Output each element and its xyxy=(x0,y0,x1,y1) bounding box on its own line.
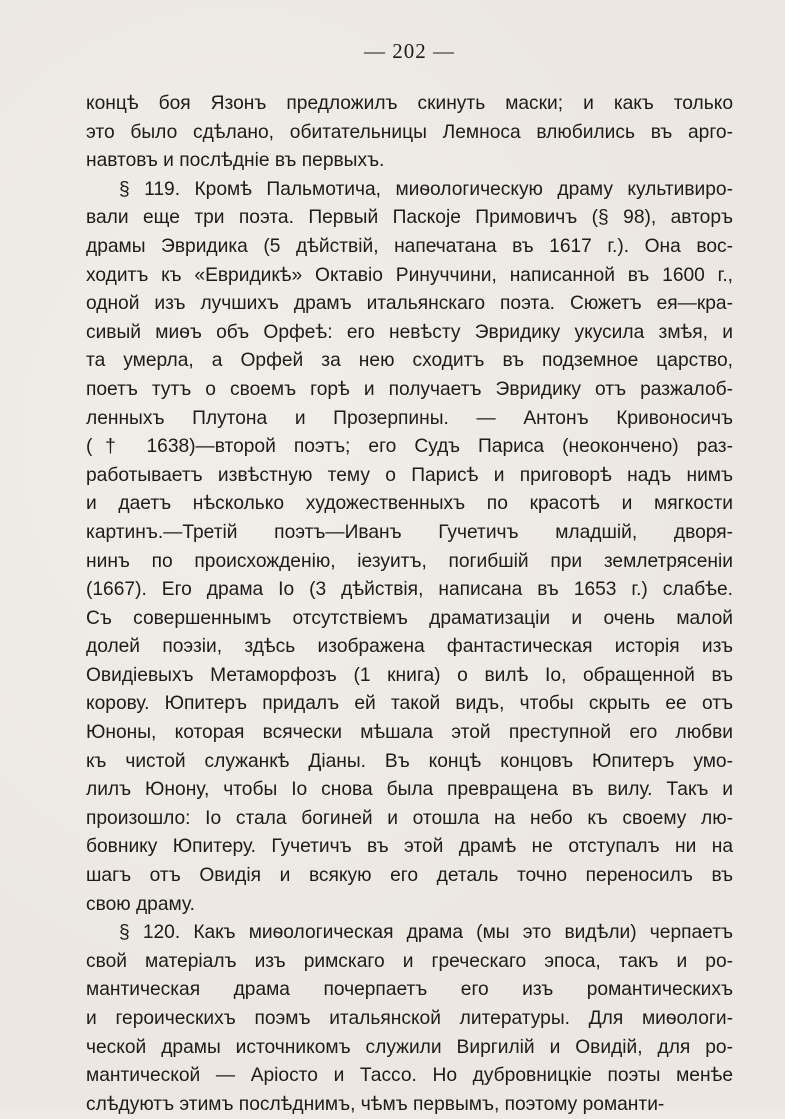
text-line: ходитъ къ «Евридикѣ» Октавіо Ринуччини, написанной въ 1600 г., xyxy=(86,264,733,286)
text-line: слѣдуютъ этимъ послѣднимъ, чѣмъ первымъ, поэтому романти- xyxy=(86,1093,665,1115)
text-line: одной изъ лучшихъ драмъ итальянскаго поэта. Сюжетъ ея—кра- xyxy=(86,293,733,315)
text-line: драмы Эвридика (5 дѣйствій, напечатана въ 1617 г.). Она вос- xyxy=(86,235,733,257)
text-line: поетъ тутъ о своемъ горѣ и получаетъ Эвридику отъ разжалоб- xyxy=(86,378,733,400)
text-line: картинъ.—Третій поэтъ—Иванъ Гучетичъ младшій, дворя- xyxy=(86,521,733,543)
text-line: та умерла, а Орфей за нею сходитъ въ подземное царство, xyxy=(86,350,733,372)
text-line: (1667). Его драма Іо (3 дѣйствія, написана въ 1653 г.) слабѣе. xyxy=(86,579,733,601)
paragraph xyxy=(86,176,733,919)
text-line: Съ совершеннымъ отсутствіемъ драматизаціи и очень малой xyxy=(86,607,733,629)
text-line: Юноны, которая всячески мѣшала этой преступной его любви xyxy=(86,722,733,744)
text-line: долей поэзіи, здѣсь изображена фантастическая исторія изъ xyxy=(86,636,733,658)
text-line: вали еще три поэта. Первый Паскоје Примовичъ (§ 98), авторъ xyxy=(86,207,733,229)
text-line: сивый миѳъ объ Орфеѣ: его невѣсту Эвридику укусила змѣя, и xyxy=(86,321,733,343)
text-line: мантическая драма почерпаетъ его изъ романтическихъ xyxy=(86,979,733,1001)
text-line: Овидіевыхъ Метаморфозъ (1 книга) о вилѣ Іо, обращенной въ xyxy=(86,664,733,686)
text-line: и даетъ нѣсколько художественныхъ по красотѣ и мягкости xyxy=(86,493,733,515)
page-number: — 202 — xyxy=(364,39,455,63)
text-line: и героическихъ поэмъ итальянской литературы. Для миѳологи- xyxy=(86,1008,733,1029)
text-line: § 120. Какъ миѳологическая драма (мы это видѣли) черпаетъ xyxy=(119,922,733,944)
text-line: († 1638)—второй поэтъ; его Судъ Париса (неокончено) раз- xyxy=(86,436,733,458)
text-line: корову. Юпитеръ придалъ ей такой видъ, чтобы скрыть ее отъ xyxy=(86,693,733,715)
text-line: навтовъ и послѣдніе въ первыхъ. xyxy=(86,150,385,172)
text-line: къ чистой служанкѣ Діаны. Въ концѣ концовъ Юпитеръ умо- xyxy=(86,750,733,772)
text-line: концѣ боя Язонъ предложилъ скинуть маски; и какъ только xyxy=(86,93,733,114)
text-line: ленныхъ Плутона и Прозерпины. — Антонъ Кривоносичъ xyxy=(86,407,733,429)
text-line: работываетъ извѣстную тему о Парисѣ и приговорѣ надъ нимъ xyxy=(86,464,733,486)
page-text xyxy=(86,90,733,1119)
paragraph xyxy=(86,919,733,1119)
text-line: свою драму. xyxy=(86,893,195,915)
text-line: лилъ Юнону, чтобы Іо снова была превращена въ вилу. Такъ и xyxy=(86,779,733,801)
text-line: бовнику Юпитеру. Гучетичъ въ этой драмѣ не отступалъ ни на xyxy=(86,836,733,858)
text-line: это было сдѣлано, обитательницы Лемноса влюбились въ арго- xyxy=(86,121,733,143)
text-line: шагъ отъ Овидія и всякую его деталь точно переносилъ въ xyxy=(86,865,733,887)
paragraph xyxy=(86,90,733,176)
text-line: ческой драмы источникомъ служили Виргилій и Овидій, для ро- xyxy=(86,1036,733,1058)
text-line: свой матеріалъ изъ римскаго и греческаго эпоса, такъ и ро- xyxy=(86,950,733,972)
text-line: произошло: Іо стала богиней и отошла на небо къ своему лю- xyxy=(86,807,733,829)
text-line: мантической — Аріосто и Тассо. Но дубровницкіе поэты менѣе xyxy=(86,1065,733,1087)
text-line: нинъ по происхожденію, іезуитъ, погибшій при землетрясеніи xyxy=(86,550,733,572)
text-line: § 119. Кромѣ Пальмотича, миѳологическую драму культивиро- xyxy=(119,178,733,200)
